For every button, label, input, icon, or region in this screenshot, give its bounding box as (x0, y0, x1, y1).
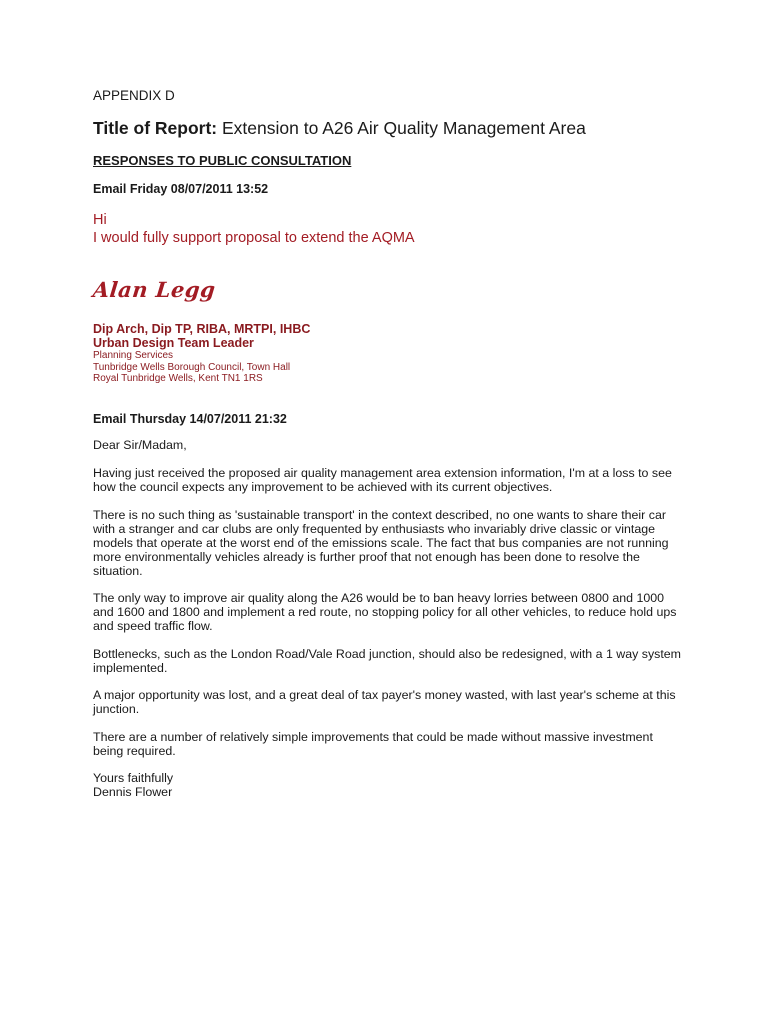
address-line: Planning Services (93, 350, 174, 361)
email-2-paragraph: There are a number of relatively simple improvements that could be made without massive investment being required. (93, 729, 653, 758)
report-title-text: Extension to A26 Air Quality Management Area (222, 118, 586, 138)
email-2-paragraph: Having just received the proposed air quality management area extension information, I'm at a loss to see how the council expects any improvement to be achieved with its current objectives. (93, 466, 672, 494)
email-2-header: Email Thursday 14/07/2011 21:32 (93, 412, 287, 426)
email-2-sender: Dennis Flower (93, 785, 173, 799)
email-2-signoff (93, 771, 683, 799)
report-title-label: Title of Report: (93, 118, 218, 138)
email-2-closing: Yours faithfully (93, 771, 174, 785)
email-2-body (93, 438, 683, 799)
email-2-paragraph: The only way to improve air quality along the A26 would be to ban heavy lorries between 0800 and 1000 and 1600 and 1800 and implement a red route, no stopping policy for all other vehicles, to reduce hold ups and speed traffic flow. (93, 591, 677, 633)
handwritten-signature: Alan Legg (91, 277, 217, 302)
appendix-label: APPENDIX D (93, 88, 175, 103)
signatory-qualifications: Dip Arch, Dip TP, RIBA, MRTPI, IHBC (93, 322, 311, 336)
email-2-paragraph: There is no such thing as 'sustainable transport' in the context described, no one wants to share their car with a stranger and car clubs are only frequented by enthusiasts who invariably drive classic or vintage models that operate at the worst end of the emissions scale. The fact that bus companies are not running more environmentally vehicles already is further proof that not enough has been done to resolve the situation. (93, 507, 669, 578)
signatory-address (93, 350, 290, 385)
signatory-role: Urban Design Team Leader (93, 336, 254, 350)
email-1-header: Email Friday 08/07/2011 13:52 (93, 182, 269, 196)
email-2-paragraph: Bottlenecks, such as the London Road/Vale Road junction, should also be redesigned, with a 1 way system implemented. (93, 646, 681, 675)
signatory-credentials (93, 322, 310, 350)
email-1-body: I would fully support proposal to extend the AQMA (93, 230, 415, 246)
email-1-message (93, 211, 415, 247)
address-line: Tunbridge Wells Borough Council, Town Hall (93, 361, 291, 373)
email-2-salutation: Dear Sir/Madam, (93, 438, 187, 452)
report-title (93, 118, 586, 139)
address-line: Royal Tunbridge Wells, Kent TN1 1RS (93, 373, 263, 384)
email-2-paragraph: A major opportunity was lost, and a great deal of tax payer's money wasted, with last year's scheme at this junction. (93, 688, 676, 716)
section-heading: RESPONSES TO PUBLIC CONSULTATION (93, 153, 352, 168)
email-1-greeting: Hi (93, 212, 107, 228)
